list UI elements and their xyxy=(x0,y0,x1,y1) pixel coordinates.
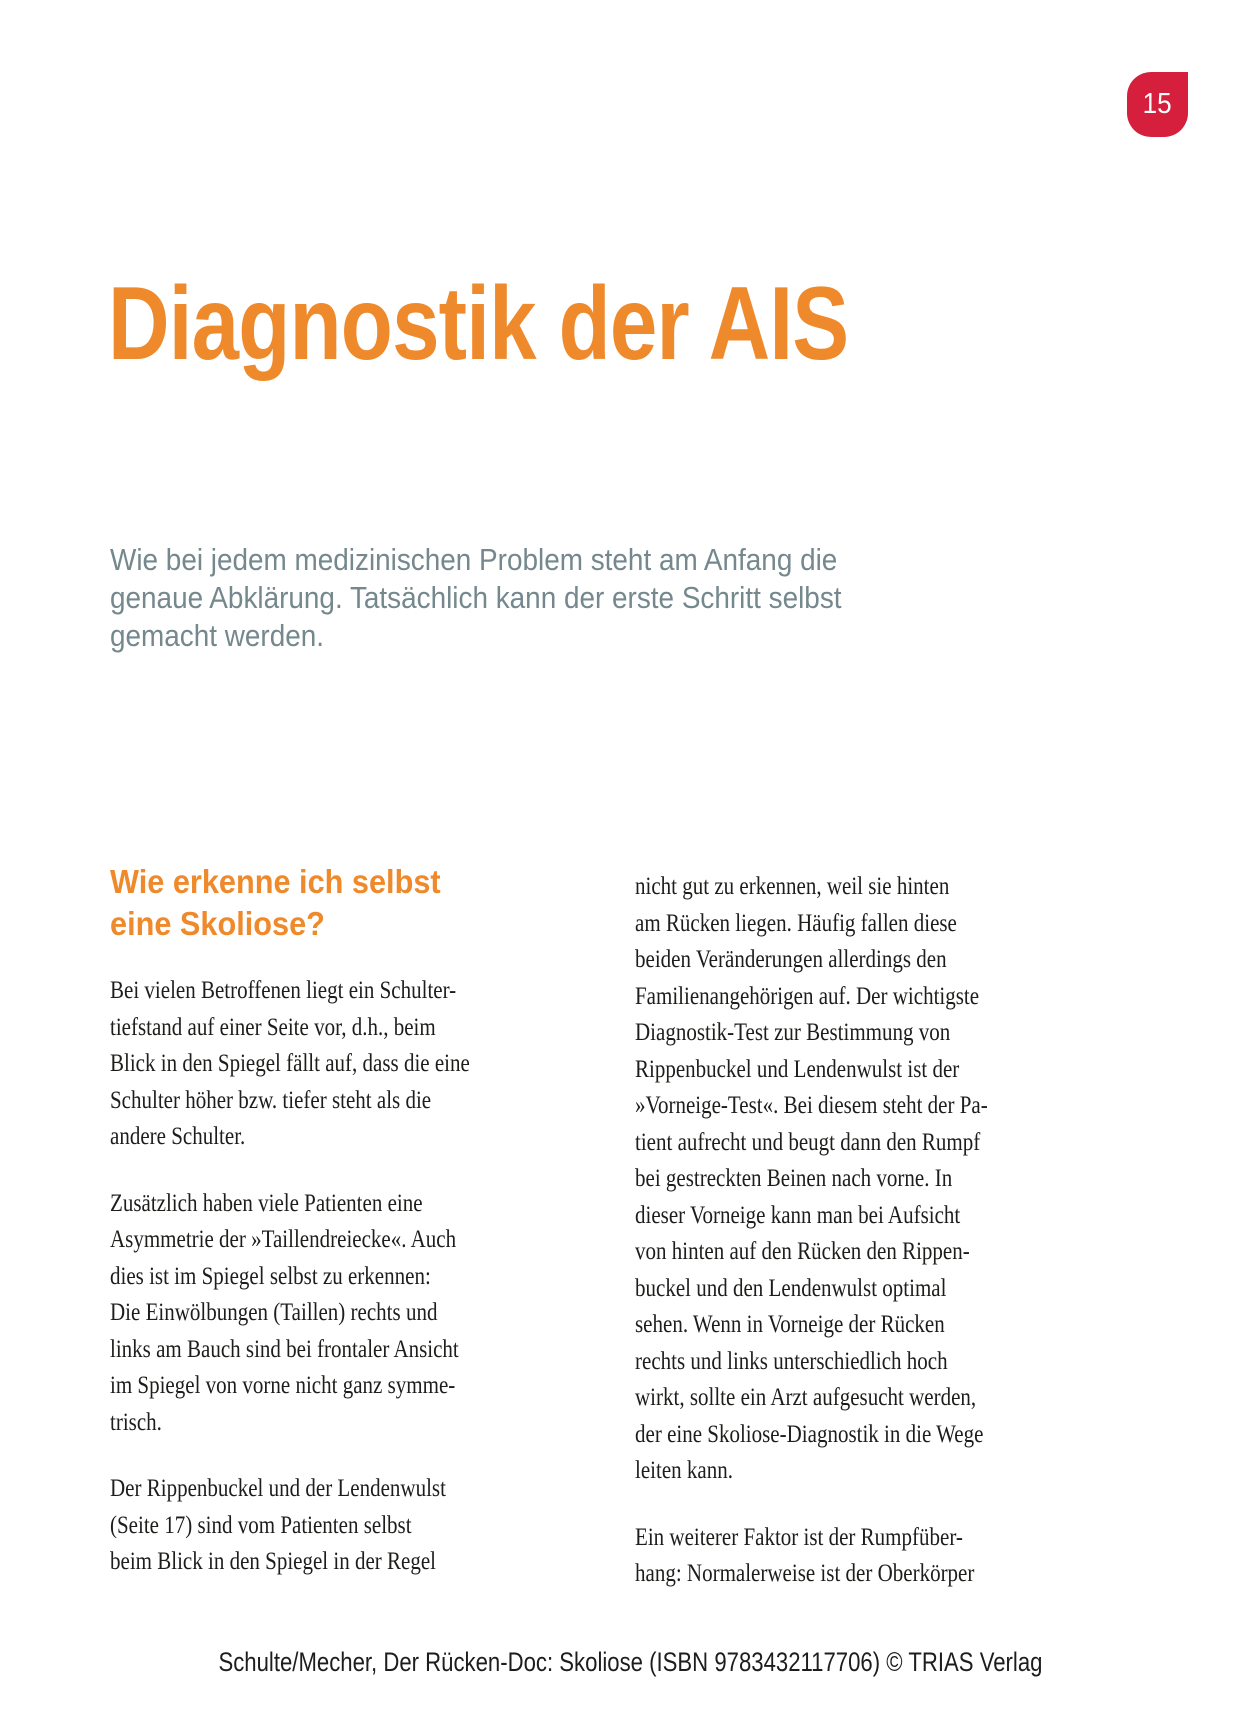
text-line: nicht gut zu erkennen, weil sie hinten xyxy=(635,873,950,900)
right-column-body xyxy=(635,869,996,1593)
text-line: Schulter höher bzw. tiefer steht als die xyxy=(110,1086,432,1114)
text-line: hang: Normalerweise ist der Oberkörper xyxy=(635,1560,975,1587)
page-number: 15 xyxy=(1142,88,1173,120)
text-line: (Seite 17) sind vom Patienten selbst xyxy=(110,1511,412,1539)
text-line: Bei vielen Betroffenen liegt ein Schulter- xyxy=(110,977,457,1004)
left-column xyxy=(110,861,540,1581)
text-line: rechts und links unterschiedlich hoch xyxy=(635,1347,948,1375)
paragraph xyxy=(110,1471,471,1581)
text-line: tient aufrecht und beugt dann den Rumpf xyxy=(635,1128,981,1156)
paragraph xyxy=(110,1186,471,1442)
text-line: dieser Vorneige kann man bei Aufsicht xyxy=(635,1201,961,1229)
text-line: buckel und den Lendenwulst optimal xyxy=(635,1274,947,1302)
text-line: Zusätzlich haben viele Patienten eine xyxy=(110,1189,423,1217)
page-title: Diagnostik der AIS xyxy=(108,265,849,382)
text-line: Die Einwölbungen (Taillen) rechts und xyxy=(110,1299,438,1326)
heading-line: Wie erkenne ich selbst xyxy=(110,863,441,900)
page-footer xyxy=(0,1646,1260,1678)
text-line: links am Bauch sind bei frontaler Ansicht xyxy=(110,1335,459,1363)
text-line: Diagnostik-Test zur Bestimmung von xyxy=(635,1019,951,1046)
text-line: Familienangehörigen auf. Der wichtigste xyxy=(635,982,980,1010)
text-line: leiten kann. xyxy=(635,1457,733,1484)
text-line: sehen. Wenn in Vorneige der Rücken xyxy=(635,1311,945,1338)
text-line: tiefstand auf einer Seite vor, d.h., beim xyxy=(110,1013,436,1041)
text-line: Wie bei jedem medizinischen Problem steht am Anfang die xyxy=(110,542,838,577)
paragraph xyxy=(110,973,471,1156)
text-line: andere Schulter. xyxy=(110,1123,246,1150)
text-line: im Spiegel von vorne nicht ganz symme- xyxy=(110,1372,456,1399)
text-line: gemacht werden. xyxy=(110,618,325,653)
text-line: der eine Skoliose-Diagnostik in die Wege xyxy=(635,1420,984,1448)
footer-credit-line: Schulte/Mecher, Der Rücken-Doc: Skoliose (ISBN 9783432117706) © TRIAS Verlag xyxy=(217,1647,1043,1677)
paragraph xyxy=(635,1520,996,1593)
text-line: von hinten auf den Rücken den Rippen- xyxy=(635,1238,970,1265)
text-line: beim Blick in den Spiegel in der Regel xyxy=(110,1548,437,1575)
text-line: Der Rippenbuckel und der Lendenwulst xyxy=(110,1475,446,1502)
text-line: Asymmetrie der »Taillendreiecke«. Auch xyxy=(110,1226,457,1253)
text-line: am Rücken liegen. Häufig fallen diese xyxy=(635,909,957,937)
right-column xyxy=(635,869,1065,1593)
text-line: dies ist im Spiegel selbst zu erkennen: xyxy=(110,1262,431,1290)
text-line: beiden Veränderungen allerdings den xyxy=(635,946,947,973)
paragraph xyxy=(635,869,996,1490)
intro-paragraph xyxy=(110,541,842,655)
text-line: Rippenbuckel und Lendenwulst ist der xyxy=(635,1055,960,1083)
text-line: trisch. xyxy=(110,1408,162,1436)
text-line: bei gestreckten Beinen nach vorne. In xyxy=(635,1165,953,1192)
text-line: Blick in den Spiegel fällt auf, dass die eine xyxy=(110,1050,470,1077)
page-number-badge xyxy=(1127,72,1188,137)
heading-line: eine Skoliose? xyxy=(110,905,325,942)
text-line: Ein weiterer Faktor ist der Rumpfüber- xyxy=(635,1523,963,1551)
text-line: genaue Abklärung. Tatsächlich kann der erste Schritt selbst xyxy=(110,580,842,615)
section-heading xyxy=(110,861,510,945)
left-column-body xyxy=(110,973,471,1581)
text-line: »Vorneige-Test«. Bei diesem steht der Pa- xyxy=(635,1092,988,1119)
text-line: wirkt, sollte ein Arzt aufgesucht werden, xyxy=(635,1384,977,1411)
